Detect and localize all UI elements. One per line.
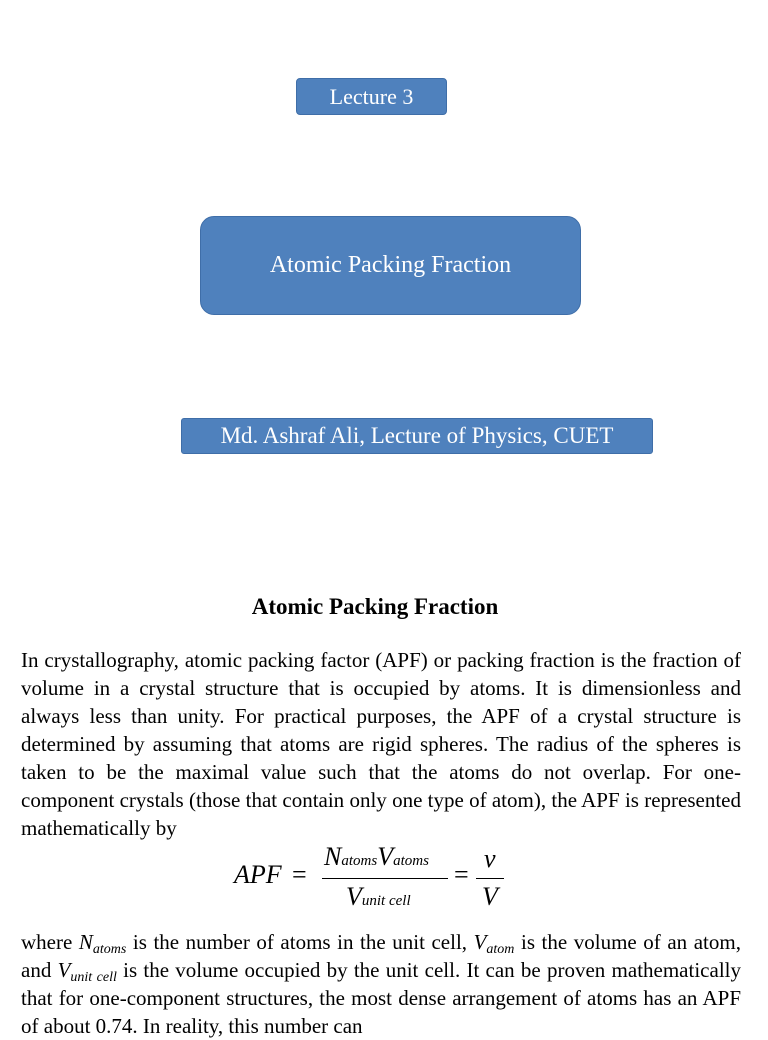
formula-equals-1: = xyxy=(292,860,307,889)
definition-paragraph xyxy=(21,928,741,1040)
fraction-bar-2 xyxy=(476,878,504,879)
intro-paragraph: In crystallography, atomic packing factor (APF) or packing fraction is the fraction of volume in a crystal structure that is occupied by atoms. It is dimensionless and always less than unity. For practical purposes, the APF of a crystal structure is determined by assuming that atoms are rigid spheres. The radius of the spheres is taken to be the maximal value such that the atoms do not overlap. For one-component crystals (those that contain only one type of atom), the APF is represented mathematically by xyxy=(21,648,741,840)
lecture-label-box xyxy=(296,78,447,115)
formula-denominator xyxy=(346,882,411,912)
def-symbol-n: N xyxy=(78,930,93,954)
num-symbol-n: N xyxy=(324,842,342,871)
slide-title: Atomic Packing Fraction xyxy=(269,252,512,278)
formula-rhs-denominator: V xyxy=(482,882,498,911)
def-symbol-v-atom: V xyxy=(473,930,487,954)
apf-formula xyxy=(0,840,768,920)
def-text-1: where xyxy=(21,930,79,954)
formula-rhs-numerator: v xyxy=(484,844,496,873)
def-text-2: is the number of atoms in the unit cell, xyxy=(126,930,474,954)
def-symbol-v-cell: V xyxy=(57,958,71,982)
fraction-bar-1 xyxy=(322,878,448,879)
section-heading: Atomic Packing Fraction xyxy=(251,594,499,619)
def-sub-atoms: atoms xyxy=(92,942,127,957)
den-symbol-v: V xyxy=(346,882,362,911)
formula-numerator xyxy=(324,842,429,872)
slide-title-box xyxy=(200,216,581,315)
formula-lhs: APF xyxy=(234,860,282,889)
def-sub-atom: atom xyxy=(486,942,515,957)
num-sub-atoms-2: atoms xyxy=(393,853,429,869)
num-symbol-v: V xyxy=(377,842,394,871)
def-sub-unit-cell: unit cell xyxy=(70,970,117,985)
formula-equals-2: = xyxy=(454,860,469,889)
author-label: Md. Ashraf Ali, Lecture of Physics, CUET xyxy=(220,423,614,448)
num-sub-atoms-1: atoms xyxy=(341,853,378,869)
author-box xyxy=(181,418,653,454)
def-text-4: is the volume occupied by the unit cell. It can be proven mathematically that for one-component structures, the most dense arrangement of atoms has an APF of about 0.74. In reality, this number can xyxy=(21,958,741,1038)
lecture-label: Lecture 3 xyxy=(329,83,414,109)
den-sub-unit-cell: unit cell xyxy=(361,893,411,909)
def-text-3: is the volume of an atom, and xyxy=(21,930,741,982)
